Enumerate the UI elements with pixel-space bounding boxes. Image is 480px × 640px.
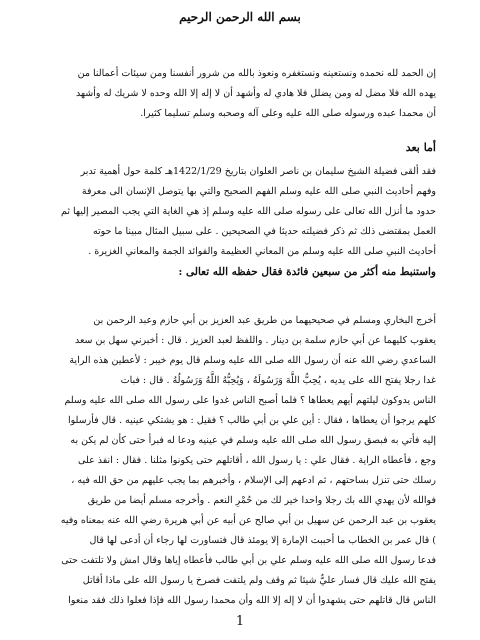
page-number: 1 xyxy=(235,614,245,629)
text-line: الناس يدوكون ليلتهم أيهم يعطاها ؟ فلما أصبح الناس غدوا على رسول الله صلى الله عليه وسلم xyxy=(64,395,436,406)
text-line: وجع ، فأعطاه الراية . فقال علي : يا رسول الله ، أقاتلهم حتى يكونوا مثلنا . فقال : انفذ على xyxy=(78,455,436,466)
text-line: الناس قال قاتلهم حتى يشهدوا أن لا إله إلا الله وأن محمدا رسول الله فإذا فعلوا ذلك فقد منعوا xyxy=(68,595,436,606)
text-line: حدود ما أنزل الله تعالى على رسوله صلى الله عليه وسلم إذ هي الغاية التي يجب المصير إليها ثم xyxy=(61,206,436,217)
text-line: العمل بمقتضى ذلك ثم ذكر فضيلته حديثا في الصحيحين . على سبيل المثال مبينا ما حوته xyxy=(92,226,436,237)
text-line: أن محمدا عبده ورسوله صلى الله عليه وعلى آله وصحبه وسلم تسليما كثيرا. xyxy=(140,108,436,119)
text-line: ) قال عمر بن الخطاب ما أحببت الإمارة إلا يومئذ قال فتساورت لها رجاء أن أدعى لها قال xyxy=(89,535,436,546)
text-line: يعقوب كليهما عن أبي حازم سلمة بن دينار . واللفظ لعبد العزيز . قال : أخبرني سهل بن سعد xyxy=(74,335,436,346)
text-line: إن الحمد لله نحمده ونستعينه ونستغفره ونعوذ بالله من شرور أنفسنا ومن سيئات أعمالنا من xyxy=(77,68,436,79)
benefits-intro-line: واستنبط منه أكثر من سبعين فائدة فقال حفظه الله تعالى : xyxy=(178,266,436,278)
text-line: كلهم يرجوا أن يعطاها ، فقال : أين علي بن أبي طالب ؟ فقيل : هو يشتكي عينيه . قال فأرسلوا xyxy=(67,415,436,426)
text-line: وفهم أحاديث النبي صلى الله عليه وسلم الفهم الصحيح والتي بها يتوصل الإنسان الى معرفة xyxy=(81,186,436,197)
amma-heading-block xyxy=(56,141,436,154)
text-line: يعقوب بن عبد الرحمن عن سهيل بن أبي صالح عن أبيه عن أبي هريرة رضي الله عنه بمعناه وفيه xyxy=(60,515,436,526)
intro-paragraph xyxy=(56,64,436,124)
hadith-paragraph xyxy=(56,311,436,611)
text-line: يفتح الله عليك قال فسار عليٌّ شيئا ثم وقف ولم يلتفت فصرخ يا رسول الله على ماذا أقاتل xyxy=(82,575,436,586)
text-line: الساعدي رضي الله عنه أن رسول الله صلى الله عليه وسلم قال يوم خيبر : لأعطين هذه الراية xyxy=(69,355,436,366)
text-line: غدا رجلا يفتح الله على يديه ، يُحِبُّ اللَّهَ وَرَسُولَهُ ، وَيُحِبُّهُ اللَّهُ وَرَسُولُهُ . قال : فبات xyxy=(120,375,436,386)
text-line: رسلك حتى تنزل بساحتهم ، ثم ادعهم إلى الإسلام ، وأخبرهم بما يجب عليهم من حق الله فيه ، xyxy=(71,475,436,486)
text-line: يهده الله فلا مضل له ومن يضلل فلا هادي له وأشهد أن لا إله إلا الله وحده لا شريك له وأشهد xyxy=(75,88,436,99)
text-line: أحاديث النبي صلى الله عليه وسلم من المعاني العظيمة والفوائد الجمة والمعاني الغزيرة . xyxy=(88,246,436,257)
context-paragraph xyxy=(56,162,436,282)
text-line: أخرج البخاري ومسلم في صحيحيهما من طريق عبد العزيز بن أبي حازم وعبد الرحمن بن xyxy=(93,315,436,326)
basmala-heading: بسم الله الرحمن الرحيم xyxy=(179,10,301,24)
text-line: إليه فأتي به فبصق رسول الله صلى الله عليه وسلم في عينيه ودعا له فبرأ حتى كأن لم يكن به xyxy=(70,435,436,446)
text-line: فقد ألقى فضيلة الشيخ سليمان بن ناصر العلوان بتاريخ 1422/1/29هـ كلمة حول أهمية تدبر xyxy=(80,166,436,177)
text-line: فوالله لأن يهدي الله بك رجلا واحدا خير لك من حُمْرِ النعم . وأخرجه مسلم أيضا من طريق xyxy=(87,495,436,506)
amma-heading: أما بعد xyxy=(405,141,436,154)
text-line: فدعا رسول الله صلى الله عليه وسلم علي بن أبي طالب فأعطاه إياها وقال امش ولا تلتفت حتى xyxy=(61,555,436,566)
